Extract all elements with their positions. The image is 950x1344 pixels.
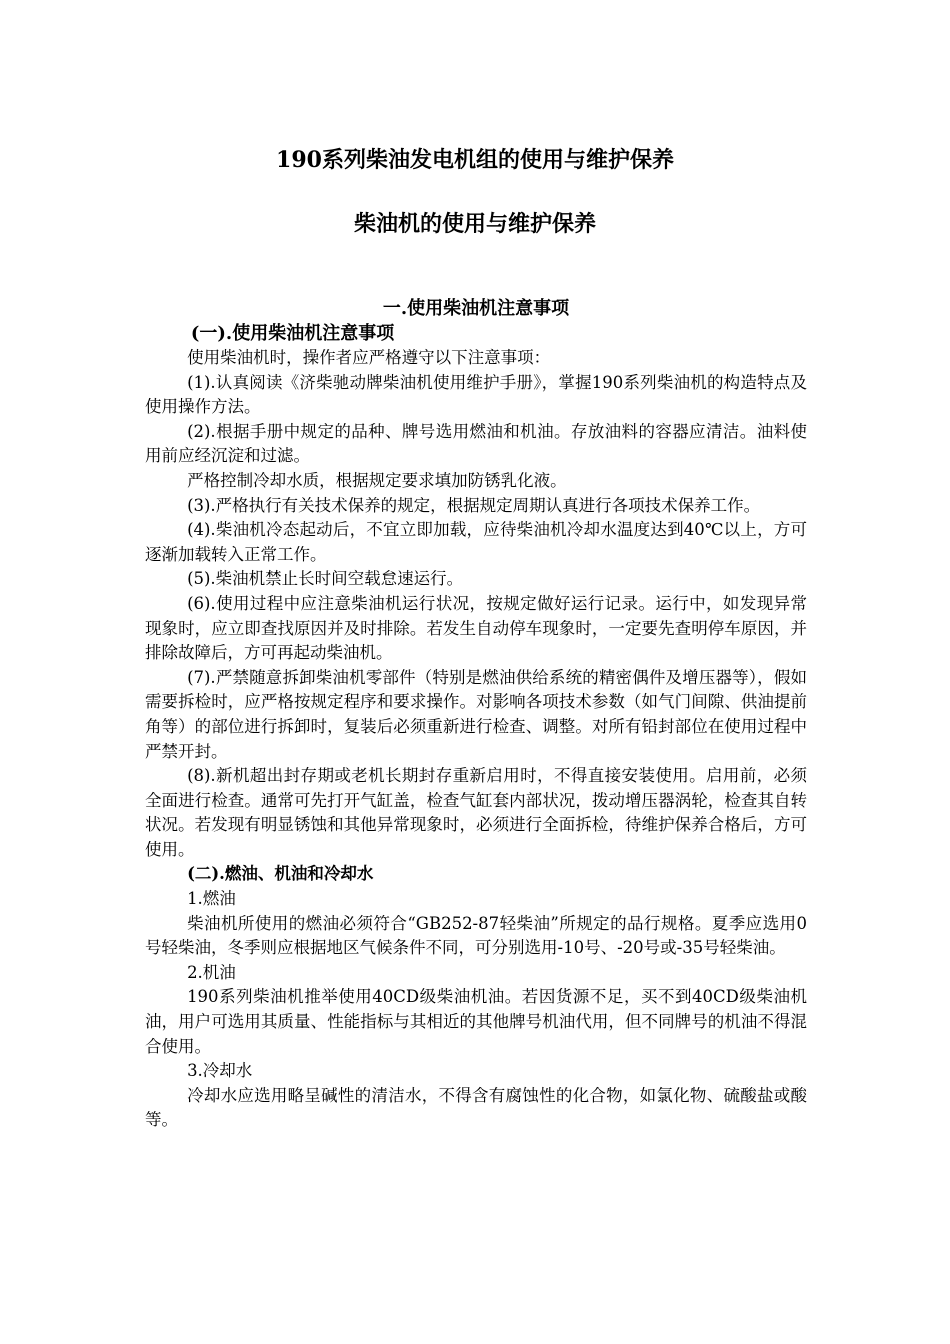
item-heading: 2.机油 [187,962,236,982]
paragraph: 190系列柴油机推举使用40CD级柴油机油。若因货源不足，买不到40CD级柴油机油，用户可选用其质量、性能指标与其相近的其他牌号机油代用，但不同牌号的机油不得混合使用。 [145,987,807,1056]
paragraph: 使用柴油机时，操作者应严格遵守以下注意事项： [187,348,551,367]
paragraph: (1).认真阅读《济柴驰动牌柴油机使用维护手册》，掌握190系列柴油机的构造特点及使用操作方法。 [145,372,807,417]
paragraph: 柴油机所使用的燃油必须符合“GB252-87轻柴油”所规定的品行规格。夏季应选用0号轻柴油，冬季则应根据地区气候条件不同，可分别选用-10号、-20号或-35号轻柴油。 [145,913,807,958]
paragraph: (7).严禁随意拆卸柴油机零部件（特别是燃油供给系统的精密偶件及增压器等），假如需要拆检时，应严格按规定程序和要求操作。对影响各项技术参数（如气门间隙、供油提前角等）的部位进行拆卸时，复装后必须重新进行检查、调整。对所有铅封部位在使用过程中严禁开封。 [145,667,807,761]
document-title: 190系列柴油发电机组的使用与维护保养 [276,147,674,173]
paragraph: 冷却水应选用略呈碱性的清洁水，不得含有腐蚀性的化合物，如氯化物、硫酸盐或酸等。 [145,1085,807,1130]
item-heading: 1.燃油 [187,889,236,909]
paragraph: 严格控制冷却水质，根据规定要求填加防锈乳化液。 [187,470,567,490]
paragraph: (8).新机超出封存期或老机长期封存重新启用时，不得直接安装使用。启用前，必须全面进行检查。通常可先打开气缸盖，检查气缸套内部状况，拨动增压器涡轮，检查其自转状况。若发现有明显锈蚀和其他异常现象时，必须进行全面拆检，待维护保养合格后，方可使用。 [145,766,807,859]
document-subtitle: 柴油机的使用与维护保养 [353,211,596,237]
section-heading: 一.使用柴油机注意事项 [382,298,570,319]
subsection-heading: (二).燃油、机油和冷却水 [187,864,374,884]
paragraph: (3).严格执行有关技术保养的规定，根据规定周期认真进行各项技术保养工作。 [187,495,761,515]
item-heading: 3.冷却水 [187,1061,253,1081]
paragraph: (2).根据手册中规定的品种、牌号选用燃油和机油。存放油料的容器应清洁。油料使用前应经沉淀和过滤。 [145,421,807,466]
paragraph: (5).柴油机禁止长时间空载怠速运行。 [187,569,464,589]
subsection-heading: (一).使用柴油机注意事项 [190,323,395,344]
document-body [145,296,807,1133]
paragraph: (4).柴油机冷态起动后，不宜立即加载，应待柴油机冷却水温度达到40℃以上，方可逐渐加载转入正常工作。 [145,520,807,564]
paragraph: (6).使用过程中应注意柴油机运行状况，按规定做好运行记录。运行中，如发现异常现象时，应立即查找原因并及时排除。若发生自动停车现象时，一定要先查明停车原因，并排除故障后，方可再起动柴油机。 [145,593,807,663]
